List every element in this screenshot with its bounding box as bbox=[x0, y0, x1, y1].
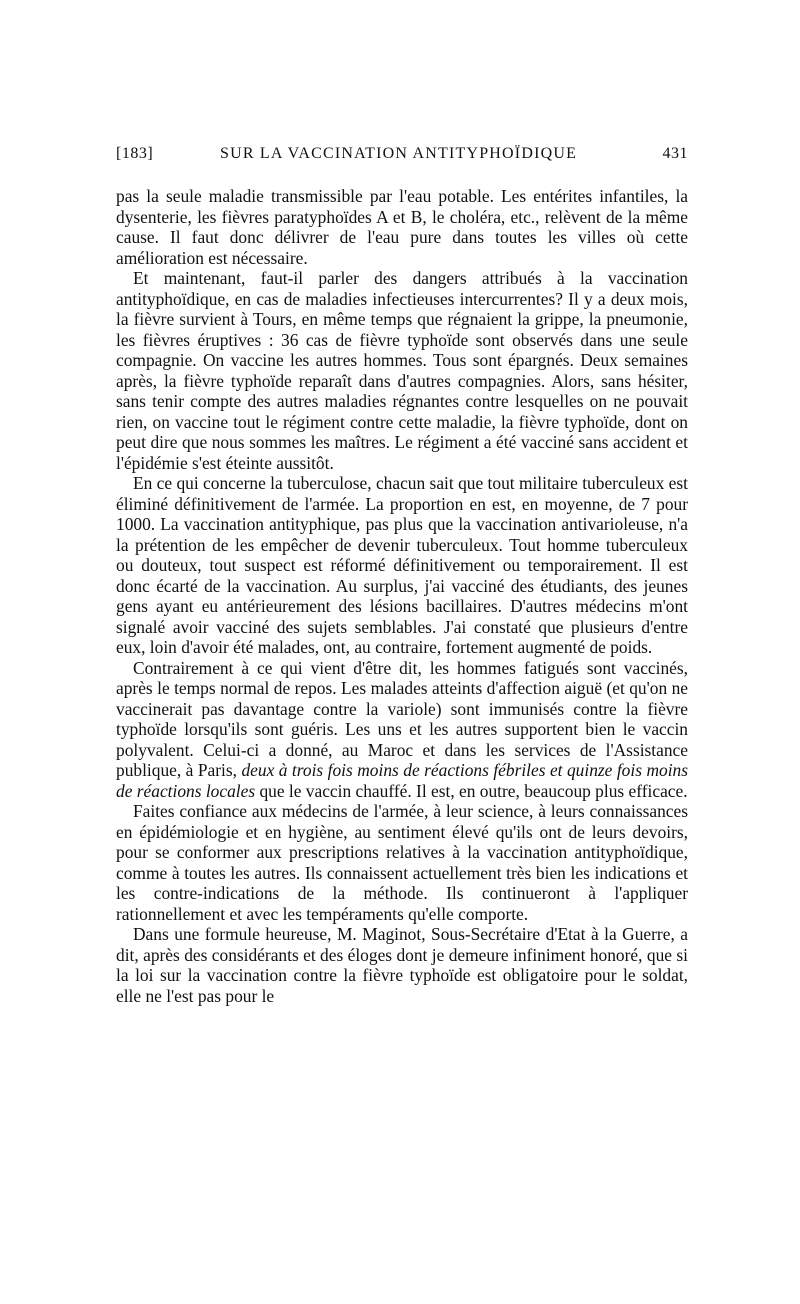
page-number: 431 bbox=[662, 145, 688, 162]
book-page bbox=[116, 145, 688, 1006]
paragraph-vaccination-dangers: Et maintenant, faut-il parler des dangers attribués à la vaccination antityphoïdique, en cas de maladies infectieuses intercurrentes? Il y a deux mois, la fièvre survient à Tours, en même temps que régnaient la grippe, la pneumonie, les fièvres éruptives : 36 cas de fièvre typhoïde sont observés dans une seule compagnie. On vaccine les autres hommes. Tous sont épargnés. Deux semaines après, la fièvre typhoïde reparaît dans d'autres compagnies. Alors, sans hésiter, sans tenir compte des autres maladies régnantes contre lesquelles on ne pouvait rien, on vaccine tout le régiment contre cette maladie, la fièvre typhoïde, dont on peut dire que nous sommes les maîtres. Le régiment a été vacciné sans accident et l'épidémie s'est éteinte aussitôt. bbox=[116, 268, 688, 473]
paragraph-text: Contrairement à ce qui vient d'être dit, les hommes fatigués sont vaccinés, après le temps normal de repos. Les malades atteints d'affection aiguë (et qu'on ne vaccinerait pas davantage contre la variole) sont immunisés contre la fièvre typhoïde lorsqu'ils sont guéris. Les uns et les autres supportent bien le vaccin polyvalent. Celui-ci a donné, au Maroc et dans les services de l'Assistance publique, à Paris, bbox=[116, 657, 688, 780]
paragraph-army-doctors: Faites confiance aux médecins de l'armée, à leur science, à leurs connaissances en épidémiologie et en hygiène, au sentiment élevé qu'ils ont de leurs devoirs, pour se conformer aux prescriptions relatives à la vaccination antityphoïdique, comme à toutes les autres. Ils connaissent actuellement très bien les indications et les contre-indications de la méthode. Ils continueront à l'appliquer rationnellement et avec les tempéraments qu'elle comporte. bbox=[116, 801, 688, 924]
running-header bbox=[116, 145, 688, 169]
body-text bbox=[116, 186, 688, 1006]
italic-emphasis: deux à trois fois moins de réactions fébriles et quinze fois moins de réactions locales bbox=[116, 760, 688, 801]
running-title: SUR LA VACCINATION ANTITYPHOÏDIQUE bbox=[220, 145, 578, 162]
paragraph-fatigued-men bbox=[116, 658, 688, 802]
section-reference: [183] bbox=[116, 145, 154, 162]
paragraph-maginot: Dans une formule heureuse, M. Maginot, Sous-Secrétaire d'Etat à la Guerre, a dit, après des considérants et des éloges dont je demeure infiniment honoré, que si la loi sur la vaccination contre la fièvre typhoïde est obligatoire pour le soldat, elle ne l'est pas pour le bbox=[116, 924, 688, 1006]
paragraph-continuation: pas la seule maladie transmissible par l'eau potable. Les entérites infantiles, la dysenterie, les fièvres paratyphoïdes A et B, le choléra, etc., relèvent de la même cause. Il faut donc délivrer de l'eau pure dans toutes les villes où cette amélioration est nécessaire. bbox=[116, 186, 688, 268]
paragraph-tuberculosis: En ce qui concerne la tuberculose, chacun sait que tout militaire tuberculeux est éliminé définitivement de l'armée. La proportion en est, en moyenne, de 7 pour 1000. La vaccination antityphique, pas plus que la vaccination antivarioleuse, n'a la prétention de les empêcher de devenir tuberculeux. Tout homme tuberculeux ou douteux, tout suspect est réformé définitivement ou temporairement. Il est donc écarté de la vaccination. Au surplus, j'ai vacciné des étudiants, des jeunes gens ayant eu antérieurement des lésions bacillaires. D'autres médecins m'ont signalé avoir vacciné des sujets semblables. J'ai constaté que plusieurs d'entre eux, loin d'avoir été malades, ont, au contraire, fortement augmenté de poids. bbox=[116, 473, 688, 657]
paragraph-text: que le vaccin chauffé. Il est, en outre, beaucoup plus efficace. bbox=[255, 780, 688, 801]
